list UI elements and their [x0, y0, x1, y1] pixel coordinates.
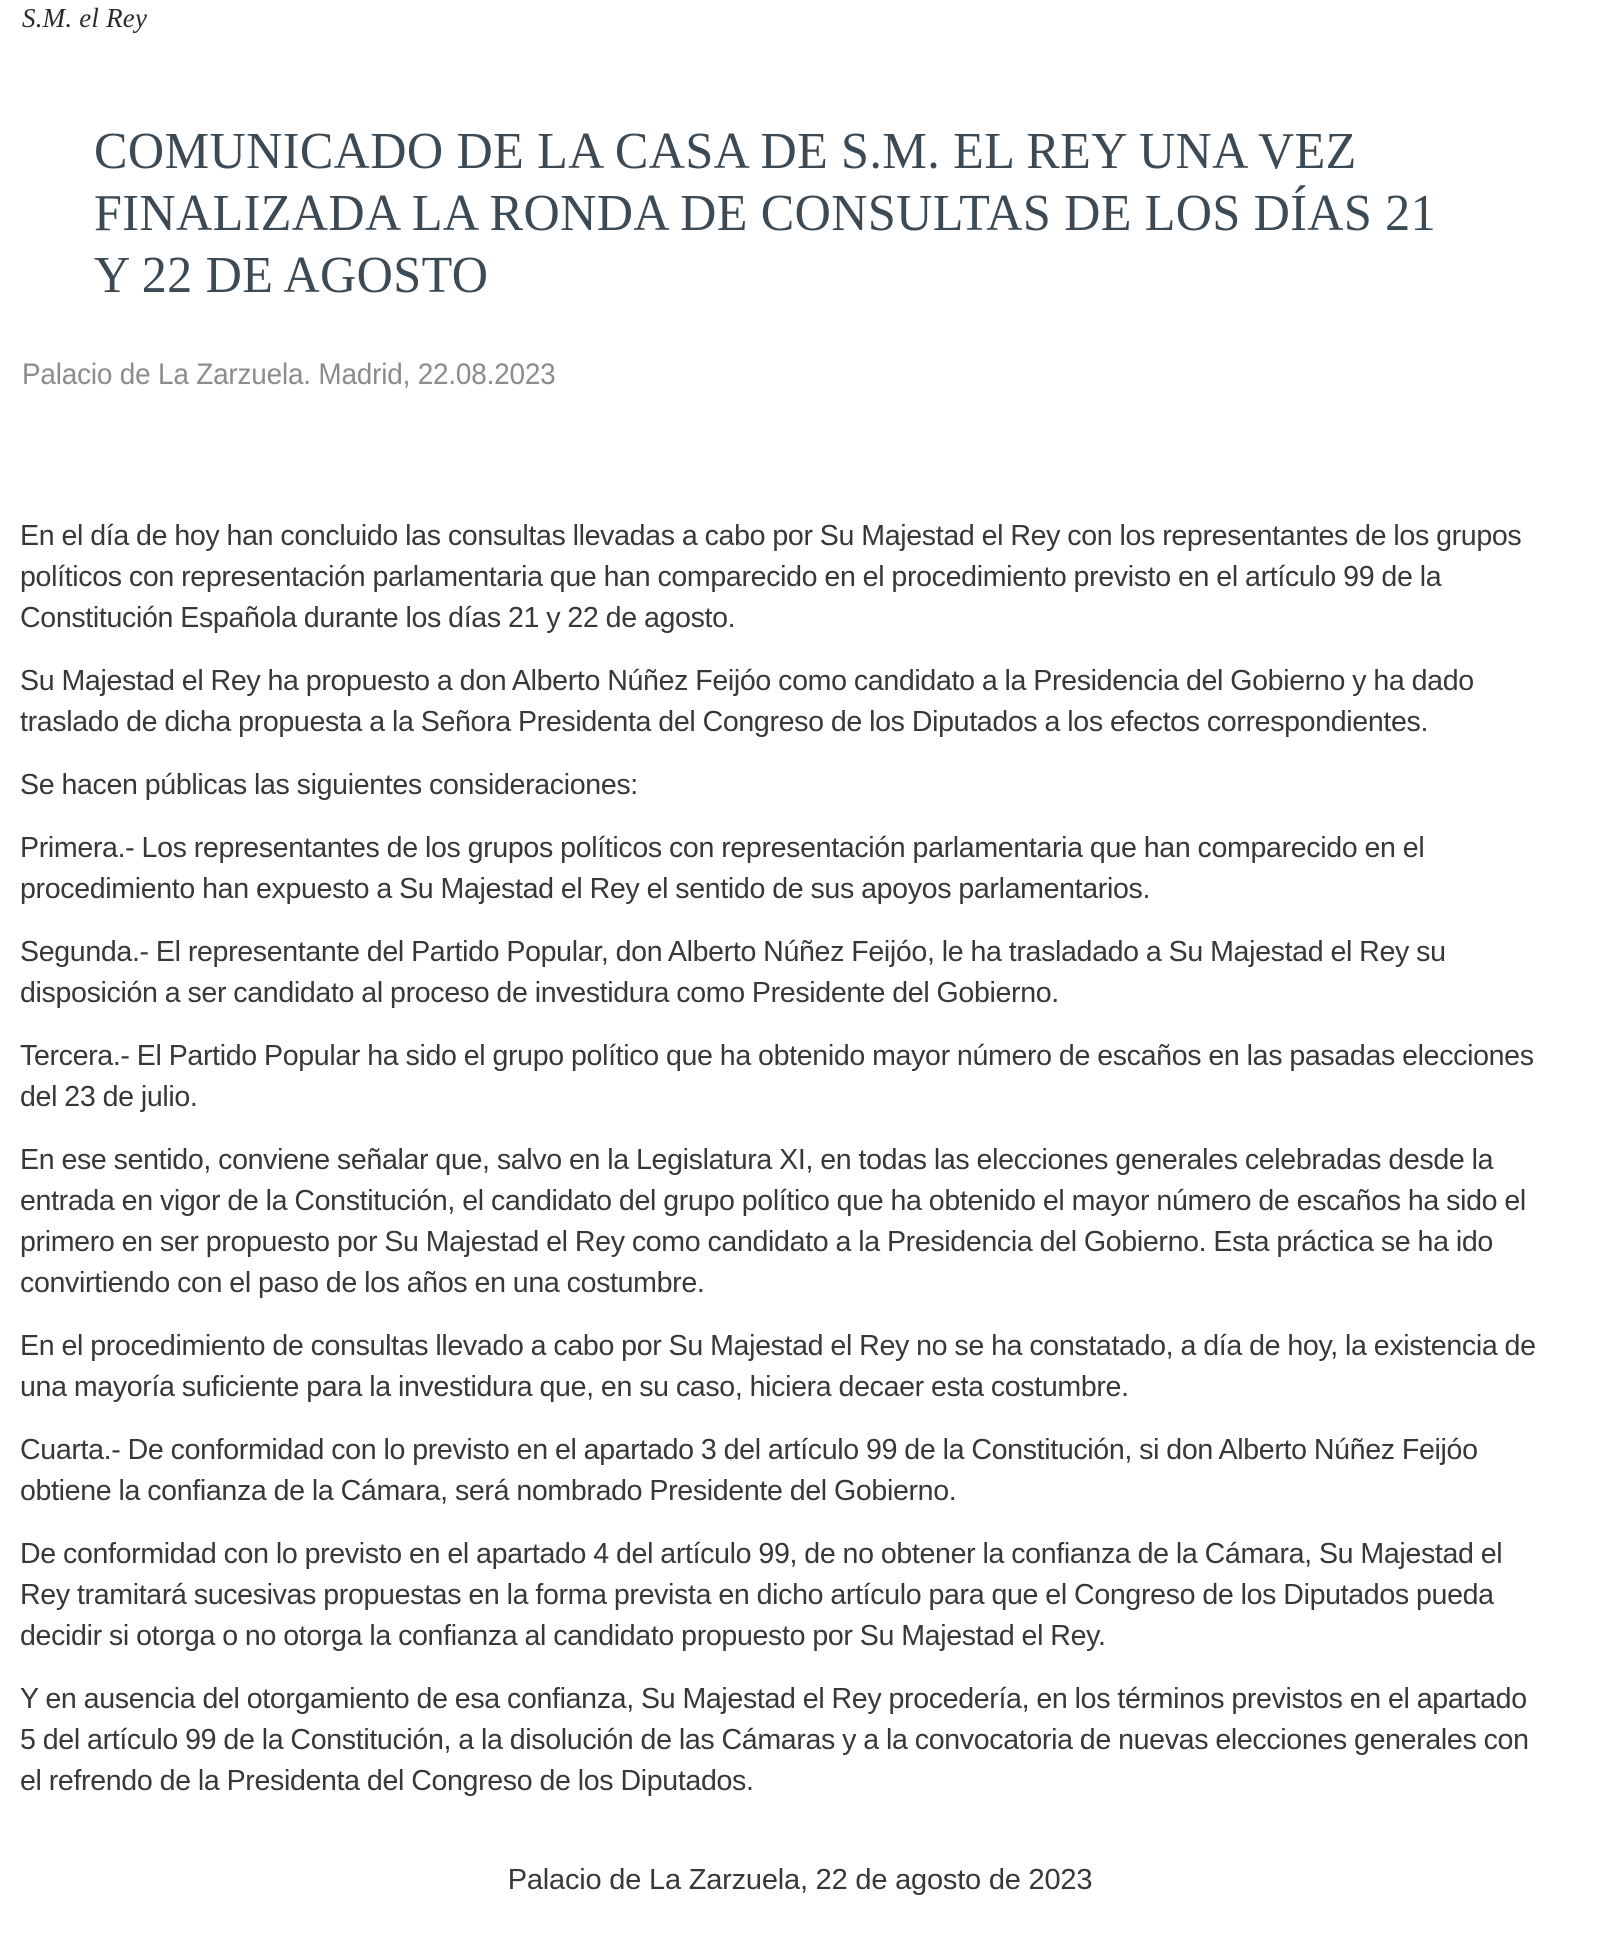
paragraph: En ese sentido, conviene señalar que, salvo en la Legislatura XI, en todas las elecciones generales celebradas desde la entrada en vigor de la Constitución, el candidato del grupo político que ha obtenido el mayor número de escaños ha sido el primero en ser propuesto por Su Majestad el Rey como candidato a la Presidencia del Gobierno. Esta práctica se ha ido convirtiendo con el paso de los años en una costumbre. [20, 1144, 1526, 1299]
paragraph: En el día de hoy han concluido las consultas llevadas a cabo por Su Majestad el Rey con los representantes de los grupos políticos con representación parlamentaria que han comparecido en el procedimiento previsto en el artículo 99 de la Constitución Española durante los días 21 y 22 de agosto. [20, 520, 1522, 634]
paragraph: Primera.- Los representantes de los grupos políticos con representación parlamentaria que han comparecido en el procedimiento han expuesto a Su Majestad el Rey el sentido de sus apoyos parlamentarios. [20, 832, 1425, 905]
paragraph: Se hacen públicas las siguientes consideraciones: [20, 769, 638, 801]
paragraph: Y en ausencia del otorgamiento de esa confianza, Su Majestad el Rey procedería, en los términos previstos en el apartado 5 del artículo 99 de la Constitución, a la disolución de las Cámaras y a la convocatoria de nuevas elecciones generales con el refrendo de la Presidenta del Congreso de los Diputados. [20, 1683, 1529, 1797]
paragraph: En el procedimiento de consultas llevado a cabo por Su Majestad el Rey no se ha constatado, a día de hoy, la existencia de una mayoría suficiente para la investidura que, en su caso, hiciera decaer esta costumbre. [20, 1330, 1536, 1403]
paragraph: Tercera.- El Partido Popular ha sido el grupo político que ha obtenido mayor número de escaños en las pasadas elecciones del 23 de julio. [20, 1040, 1534, 1113]
breadcrumb[interactable]: S.M. el Rey [22, 3, 148, 33]
page-title: COMUNICADO DE LA CASA DE S.M. EL REY UNA VEZ FINALIZADA LA RONDA DE CONSULTAS DE LOS DÍAS 21 Y 22 DE AGOSTO [94, 122, 1437, 304]
signature-line: Palacio de La Zarzuela, 22 de agosto de 2023 [507, 1864, 1093, 1896]
dateline: Palacio de La Zarzuela. Madrid, 22.08.2023 [22, 358, 556, 391]
paragraph: Segunda.- El representante del Partido Popular, don Alberto Núñez Feijóo, le ha trasladado a Su Majestad el Rey su disposición a ser candidato al proceso de investidura como Presidente del Gobierno. [20, 936, 1446, 1009]
article-body [20, 516, 1566, 1824]
paragraph: Su Majestad el Rey ha propuesto a don Alberto Núñez Feijóo como candidato a la Presidencia del Gobierno y ha dado traslado de dicha propuesta a la Señora Presidenta del Congreso de los Diputados a los efectos correspondientes. [20, 665, 1474, 738]
paragraph: De conformidad con lo previsto en el apartado 4 del artículo 99, de no obtener la confianza de la Cámara, Su Majestad el Rey tramitará sucesivas propuestas en la forma prevista en dicho artículo para que el Congreso de los Diputados pueda decidir si otorga o no otorga la confianza al candidato propuesto por Su Majestad el Rey. [20, 1538, 1503, 1652]
paragraph: Cuarta.- De conformidad con lo previsto en el apartado 3 del artículo 99 de la Constitución, si don Alberto Núñez Feijóo obtiene la confianza de la Cámara, será nombrado Presidente del Gobierno. [20, 1434, 1478, 1507]
